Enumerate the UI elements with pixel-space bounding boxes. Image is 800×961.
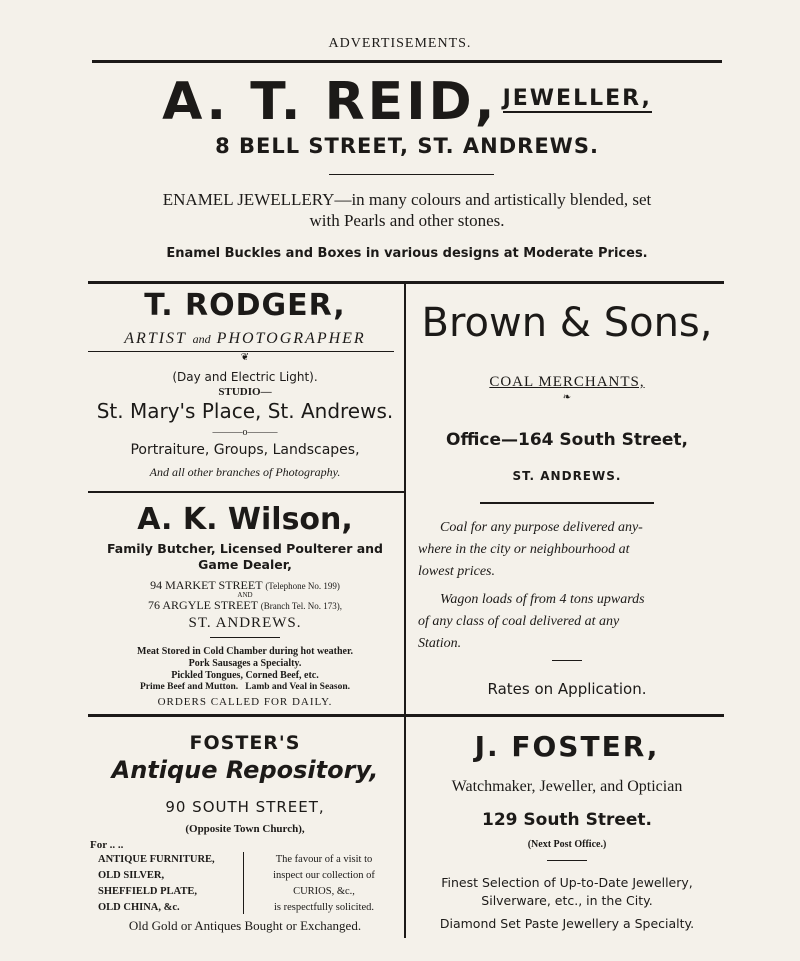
rodger-divider: ———o——— [212,427,278,438]
wilson-town: ST. ANDREWS. [188,615,302,631]
wilson-trade2: Game Dealer, [198,557,292,572]
brown-ad [410,284,724,714]
brown-trade: COAL MERCHANTS, [489,374,645,390]
wilson-trade1: Family Butcher, Licensed Poulterer and [106,541,384,556]
wilson-note2: Pork Sausages a Specialty. [188,658,302,669]
rodger-name: T. RODGER, [144,288,346,323]
rodger-studio: STUDIO— [218,386,272,398]
wilson-and: AND [237,591,253,599]
brown-wagon2: of any class of coal delivered at any [418,614,620,629]
jfoster-name: J. FOSTER, [474,730,660,763]
fosters-invite-1: The favour of a visit to [275,854,373,865]
wilson-name: A. K. Wilson, [137,502,353,537]
fosters-item-3: SHEFFIELD PLATE, [98,886,197,897]
brown-coal2: where in the city or neighbourhood at [418,542,630,557]
column-divider-top [404,283,406,715]
brown-office: Office—164 South Street, [446,430,688,450]
jfoster-next: (Next Post Office.) [527,839,607,850]
reid-divider [329,174,494,175]
wilson-note3: Pickled Tongues, Corned Beef, etc. [171,670,319,681]
wilson-tel2: (Branch Tel. No. 173), [260,601,342,611]
jfoster-trade: Watchmaker, Jeweller, and Optician [451,778,683,795]
jfoster-ad [410,718,724,940]
fosters-invite-4: is respectfully solicited. [273,902,375,913]
brown-wagon1: Wagon loads of from 4 tons upwards [440,592,645,607]
brown-short-rule [552,660,582,661]
fosters-invite-2: inspect our collection of [273,870,375,881]
jfoster-line3: Diamond Set Paste Jewellery a Specialty. [439,916,695,931]
rodger-trade-and: and [192,332,211,346]
fosters-address: 90 SOUTH STREET, [165,798,325,816]
reid-line1: ENAMEL JEWELLERY—in many colours and artistically blended, set [162,190,652,209]
rodger-trade-artist: ARTIST [124,330,187,347]
wilson-note4: Prime Beef and Mutton. Lamb and Veal in Season. [139,682,351,692]
brown-town: ST. ANDREWS. [512,469,622,483]
rodger-ad [88,284,402,491]
fosters-footer: Old Gold or Antiques Bought or Exchanged. [128,918,362,933]
reid-ad [92,68,722,273]
scroll-ornament-icon: ❧ [562,392,572,403]
wilson-addr2 [88,598,402,613]
reid-trade: JEWELLER, [502,86,652,111]
fosters-for: For .. .. [90,839,124,851]
wilson-note1: Meat Stored in Cold Chamber during hot weather. [137,646,353,657]
wilson-orders: ORDERS CALLED FOR DAILY. [157,696,333,708]
fosters-title: Antique Repository, [111,756,379,784]
ornament-icon: ❦ [240,352,250,363]
rodger-place: St. Mary's Place, St. Andrews. [96,399,394,423]
fosters-name: FOSTER'S [189,732,301,754]
brown-wavy-rule [480,502,654,504]
reid-line2: with Pearls and other stones. [309,211,505,230]
jfoster-line1: Finest Selection of Up-to-Date Jewellery, [441,875,693,890]
wilson-addr1-street: 94 MARKET STREET [150,578,263,592]
top-rule [92,60,722,63]
wilson-rule [210,637,280,638]
rodger-bottom-rule [88,491,404,493]
rodger-trade-photographer: PHOTOGRAPHER [216,330,366,347]
reid-name: A. T. REID, [162,72,498,132]
rodger-services: Portraiture, Groups, Landscapes, [130,442,360,458]
brown-coal1: Coal for any purpose delivered any- [440,520,643,535]
fosters-invite-3: CURIOS, &c., [293,886,355,897]
rodger-trade [88,330,402,348]
brown-name: Brown & Sons, [421,300,713,346]
jfoster-line2: Silverware, etc., in the City. [481,893,653,908]
page-header: ADVERTISEMENTS. [328,36,472,51]
brown-coal3: lowest prices. [418,564,495,579]
column-divider-bottom [404,716,406,938]
wilson-addr2-street: 76 ARGYLE STREET [148,598,258,612]
jfoster-rule [547,860,587,861]
rodger-light: (Day and Electric Light). [172,370,318,384]
brown-wagon3: Station. [418,636,462,651]
fosters-ad [88,718,402,940]
fosters-item-4: OLD CHINA, &c. [98,902,180,913]
fosters-opposite: (Opposite Town Church), [185,823,305,835]
reid-line3: Enamel Buckles and Boxes in various designs at Moderate Prices. [166,246,648,261]
brown-rates: Rates on Application. [487,680,647,698]
wilson-tel1: (Telephone No. 199) [265,581,340,591]
jfoster-address: 129 South Street. [482,810,652,830]
fosters-item-1: ANTIQUE FURNITURE, [98,854,215,865]
reid-address: 8 BELL STREET, ST. ANDREWS. [215,134,599,158]
fosters-item-2: OLD SILVER, [98,870,165,881]
wilson-ad [88,494,402,712]
rodger-other: And all other branches of Photography. [149,465,341,479]
section-rule-2 [88,714,724,717]
